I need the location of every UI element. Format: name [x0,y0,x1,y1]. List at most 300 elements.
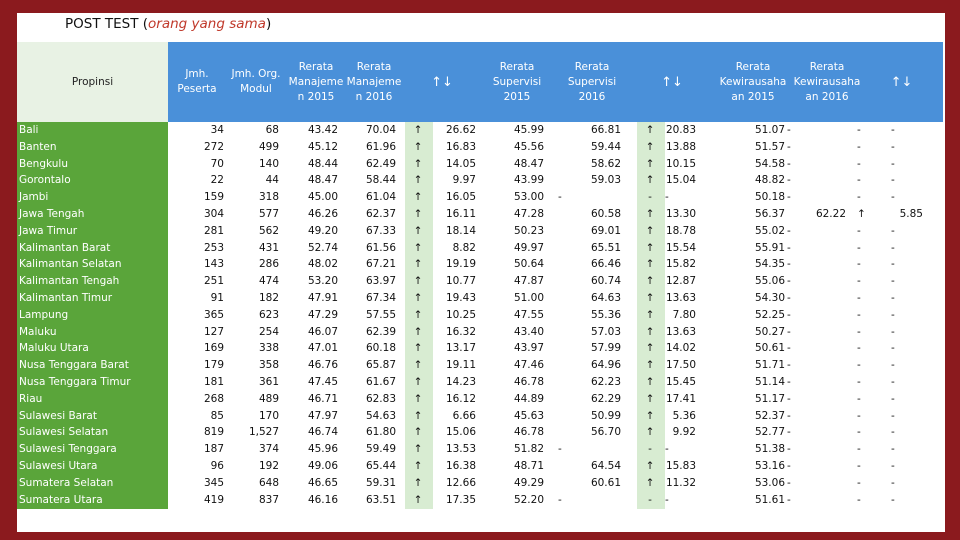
cell-arrow-3: - [857,443,861,456]
table-row [17,324,943,341]
cell-supervisi-2015: 53.00 [513,191,544,204]
cell-arrow-2: ↑ [645,308,655,321]
cell-propinsi: Banten [19,140,57,153]
cell-supervisi-2016: 64.54 [590,460,621,472]
cell-diff-2: 17.41 [665,392,696,405]
cell-manajemen-2015: 45.96 [307,443,338,456]
cell-jml-modul: 623 [258,308,279,321]
cell-jml-peserta: 159 [203,191,224,204]
cell-kewirausahaan-2015-dash: - [787,359,791,372]
cell-jml-peserta: 85 [210,409,224,422]
cell-jml-peserta: 181 [203,376,224,388]
cell-manajemen-2015: 48.02 [307,258,338,271]
cell-arrow-2: ↑ [645,124,655,136]
cell-supervisi-2016: 58.62 [590,157,621,170]
cell-diff-3-dash: - [891,359,895,372]
header-propinsi: Propinsi [17,42,168,122]
cell-supervisi-2016: 66.46 [590,258,621,271]
cell-arrow-2: ↑ [645,208,655,220]
cell-kewirausahaan-2015-dash: - [787,426,791,439]
cell-manajemen-2016: 65.44 [365,460,396,472]
cell-jml-modul: 44 [265,174,279,187]
cell-supervisi-2016: 59.44 [590,140,621,153]
cell-manajemen-2015: 45.12 [307,140,338,153]
cell-supervisi-2015: 50.23 [513,224,544,237]
cell-diff-2: 13.88 [665,140,696,153]
cell-arrow-2: ↑ [645,342,655,355]
cell-arrow-2: ↑ [645,258,655,271]
cell-kewirausahaan-2015: 50.18 [754,191,785,204]
cell-supervisi-2015: 50.64 [513,258,544,271]
cell-diff-2: 13.63 [665,325,696,338]
cell-manajemen-2016: 59.49 [365,443,396,456]
cell-diff-2: 18.78 [665,224,696,237]
cell-propinsi: Maluku Utara [19,342,89,355]
cell-kewirausahaan-2015: 51.71 [754,359,785,372]
cell-kewirausahaan-2015-dash: - [787,292,791,304]
cell-diff-3-dash: - [891,157,895,170]
cell-supervisi-2015: 49.29 [513,476,544,489]
cell-jml-modul: 286 [258,258,279,271]
table-row [17,139,943,156]
cell-arrow-3: - [857,308,861,321]
cell-supervisi-2015: 47.87 [513,275,544,288]
header-kewirausahaan-2016: Rerata Kewirausaha an 2016 [794,42,860,122]
header-supervisi-2016: Rerata Supervisi 2016 [552,42,632,122]
cell-propinsi: Sulawesi Barat [19,409,97,422]
cell-diff-3-dash: - [891,258,895,271]
table-row [17,441,943,458]
cell-manajemen-2015: 47.01 [307,342,338,355]
cell-kewirausahaan-2015: 51.61 [754,493,785,506]
cell-propinsi: Bali [19,124,39,136]
table-row [17,223,943,240]
cell-diff-3-dash: - [891,460,895,472]
cell-supervisi-2015: 51.82 [513,443,544,456]
cell-jml-modul: 489 [258,392,279,405]
cell-arrow-1: ↑ [413,325,423,338]
cell-supervisi-2016: 65.51 [590,241,621,254]
cell-arrow-3: - [857,140,861,153]
cell-jml-modul: 648 [258,476,279,489]
cell-propinsi: Bengkulu [19,157,68,170]
cell-diff-3-dash: - [891,493,895,506]
cell-arrow-3: - [857,174,861,187]
cell-kewirausahaan-2015: 54.30 [754,292,785,304]
cell-arrow-1: ↑ [413,443,423,456]
header-arrow-3: ↑↓ [860,42,943,122]
cell-diff-2-dash: - [665,443,669,456]
cell-arrow-1: ↑ [413,292,423,304]
table-row [17,492,943,509]
cell-jml-modul: 68 [265,124,279,136]
cell-diff-1: 16.05 [445,191,476,204]
cell-arrow-2: ↑ [645,241,655,254]
cell-arrow-3: - [857,392,861,405]
cell-manajemen-2015: 46.07 [307,325,338,338]
cell-manajemen-2016: 62.37 [365,208,396,220]
cell-manajemen-2015: 47.29 [307,308,338,321]
cell-manajemen-2015: 49.06 [307,460,338,472]
cell-diff-3-dash: - [891,191,895,204]
cell-manajemen-2015: 46.26 [307,208,338,220]
cell-arrow-3: ↑ [857,208,866,220]
cell-supervisi-2016: 62.29 [590,392,621,405]
cell-arrow-2: ↑ [645,359,655,372]
cell-diff-2: 5.36 [672,409,696,422]
cell-jml-peserta: 268 [203,392,224,405]
cell-diff-3-dash: - [891,426,895,439]
cell-kewirausahaan-2015-dash: - [787,392,791,405]
cell-supervisi-2015: 49.97 [513,241,544,254]
cell-diff-2: 14.02 [665,342,696,355]
table-row [17,374,943,391]
cell-manajemen-2015: 47.97 [307,409,338,422]
cell-propinsi: Kalimantan Timur [19,292,113,304]
cell-diff-1: 14.23 [445,376,476,388]
cell-propinsi: Sulawesi Utara [19,460,98,472]
header-manajemen-2015: Rerata Manajeme n 2015 [286,42,346,122]
cell-propinsi: Nusa Tenggara Barat [19,359,129,372]
cell-kewirausahaan-2015: 55.91 [754,241,785,254]
cell-arrow-3: - [857,325,861,338]
cell-arrow-1: ↑ [413,476,423,489]
cell-manajemen-2016: 58.44 [365,174,396,187]
cell-jml-modul: 182 [258,292,279,304]
cell-kewirausahaan-2015: 55.02 [754,224,785,237]
cell-jml-peserta: 251 [203,275,224,288]
cell-manajemen-2015: 48.47 [307,174,338,187]
cell-jml-modul: 577 [258,208,279,220]
cell-diff-1: 16.11 [445,208,476,220]
cell-supervisi-2015: 48.71 [513,460,544,472]
table-row [17,357,943,374]
cell-kewirausahaan-2015: 52.37 [754,409,785,422]
cell-manajemen-2016: 61.80 [365,426,396,439]
cell-arrow-2: - [648,191,652,204]
header-jml-modul: Jmh. Org. Modul [226,42,286,122]
cell-manajemen-2016: 61.96 [365,140,396,153]
cell-arrow-3: - [857,157,861,170]
cell-arrow-3: - [857,476,861,489]
cell-arrow-2: - [648,493,652,506]
cell-jml-modul: 374 [258,443,279,456]
cell-supervisi-2016: 60.58 [590,208,621,220]
cell-arrow-1: ↑ [413,493,423,506]
cell-propinsi: Sumatera Selatan [19,476,114,489]
cell-kewirausahaan-2015-dash: - [787,443,791,456]
cell-kewirausahaan-2015: 56.37 [754,208,785,220]
cell-diff-3-dash: - [891,409,895,422]
cell-kewirausahaan-2015-dash: - [787,409,791,422]
cell-jml-peserta: 419 [203,493,224,506]
cell-diff-3-dash: - [891,292,895,304]
cell-jml-peserta: 272 [203,140,224,153]
cell-manajemen-2016: 65.87 [365,359,396,372]
cell-manajemen-2016: 62.39 [365,325,396,338]
cell-arrow-1: ↑ [413,359,423,372]
cell-manajemen-2015: 47.91 [307,292,338,304]
cell-supervisi-2015: 43.40 [513,325,544,338]
cell-diff-1: 16.83 [445,140,476,153]
cell-supervisi-2016: 66.81 [590,124,621,136]
cell-arrow-3: - [857,426,861,439]
cell-arrow-2: ↑ [645,224,655,237]
cell-propinsi: Gorontalo [19,174,71,187]
cell-jml-modul: 474 [258,275,279,288]
cell-propinsi: Kalimantan Tengah [19,275,120,288]
cell-diff-3-dash: - [891,224,895,237]
cell-arrow-1: ↑ [413,460,423,472]
cell-arrow-1: ↑ [413,124,423,136]
cell-propinsi: Kalimantan Selatan [19,258,122,271]
cell-supervisi-2016: 64.63 [590,292,621,304]
cell-diff-3-dash: - [891,241,895,254]
cell-arrow-2: ↑ [645,174,655,187]
cell-supervisi-2015: 45.56 [513,140,544,153]
slide [17,13,945,532]
cell-arrow-3: - [857,376,861,388]
table-row [17,156,943,173]
table-row [17,307,943,324]
cell-diff-1: 19.11 [445,359,476,372]
cell-manajemen-2016: 63.97 [365,275,396,288]
cell-supervisi-2015: 43.97 [513,342,544,355]
cell-kewirausahaan-2015: 54.35 [754,258,785,271]
cell-manajemen-2015: 53.20 [307,275,338,288]
cell-supervisi-2016: 55.36 [590,308,621,321]
table-row [17,391,943,408]
cell-supervisi-2015: 44.89 [513,392,544,405]
cell-arrow-2: ↑ [645,426,655,439]
cell-arrow-3: - [857,359,861,372]
cell-jml-modul: 170 [258,409,279,422]
cell-jml-modul: 140 [258,157,279,170]
cell-kewirausahaan-2015-dash: - [787,275,791,288]
cell-arrow-3: - [857,460,861,472]
cell-arrow-1: ↑ [413,191,423,204]
cell-manajemen-2016: 54.63 [365,409,396,422]
cell-kewirausahaan-2015: 52.77 [754,426,785,439]
cell-supervisi-2015: 47.28 [513,208,544,220]
cell-supervisi-2016-dash: - [558,191,562,204]
cell-diff-3-dash: - [891,174,895,187]
cell-manajemen-2015: 46.76 [307,359,338,372]
cell-propinsi: Riau [19,392,43,405]
cell-diff-1: 9.97 [452,174,476,187]
cell-diff-1: 16.12 [445,392,476,405]
cell-jml-modul: 254 [258,325,279,338]
cell-arrow-3: - [857,342,861,355]
cell-kewirausahaan-2015-dash: - [787,376,791,388]
cell-kewirausahaan-2015: 51.57 [754,140,785,153]
cell-arrow-3: - [857,275,861,288]
cell-supervisi-2016: 69.01 [590,224,621,237]
cell-kewirausahaan-2015-dash: - [787,191,791,204]
header-manajemen-2016: Rerata Manajeme n 2016 [346,42,402,122]
cell-diff-1: 19.19 [445,258,476,271]
cell-kewirausahaan-2015-dash: - [787,140,791,153]
cell-manajemen-2016: 61.56 [365,241,396,254]
cell-jml-peserta: 169 [203,342,224,355]
cell-arrow-3: - [857,241,861,254]
cell-arrow-3: - [857,191,861,204]
cell-arrow-2: ↑ [645,376,655,388]
cell-kewirausahaan-2015-dash: - [787,157,791,170]
cell-jml-peserta: 819 [203,426,224,439]
cell-jml-peserta: 345 [203,476,224,489]
cell-diff-3-dash: - [891,325,895,338]
cell-propinsi: Kalimantan Barat [19,241,111,254]
cell-jml-modul: 358 [258,359,279,372]
table-row [17,458,943,475]
cell-jml-peserta: 187 [203,443,224,456]
cell-diff-2: 12.87 [665,275,696,288]
cell-arrow-3: - [857,292,861,304]
cell-kewirausahaan-2015: 51.17 [754,392,785,405]
cell-supervisi-2016: 62.23 [590,376,621,388]
cell-manajemen-2015: 52.74 [307,241,338,254]
cell-diff-1: 12.66 [445,476,476,489]
cell-diff-1: 18.14 [445,224,476,237]
cell-kewirausahaan-2015-dash: - [787,325,791,338]
cell-manajemen-2015: 45.00 [307,191,338,204]
table-row [17,172,943,189]
table-row [17,206,943,223]
cell-jml-peserta: 91 [210,292,224,304]
header-jml-peserta: Jmh. Peserta [168,42,226,122]
cell-jml-peserta: 96 [210,460,224,472]
cell-kewirausahaan-2015-dash: - [787,241,791,254]
cell-diff-3-dash: - [891,376,895,388]
cell-manajemen-2015: 48.44 [307,157,338,170]
header-arrow-1: ↑↓ [402,42,482,122]
cell-diff-3-dash: - [891,443,895,456]
cell-supervisi-2016: 64.96 [590,359,621,372]
cell-manajemen-2016: 57.55 [365,308,396,321]
cell-propinsi: Jawa Tengah [19,208,85,220]
cell-supervisi-2016-dash: - [558,443,562,456]
cell-arrow-2: ↑ [645,140,655,153]
cell-manajemen-2016: 62.83 [365,392,396,405]
table-row [17,475,943,492]
cell-diff-1: 6.66 [452,409,476,422]
cell-supervisi-2016: 60.74 [590,275,621,288]
cell-diff-3: 5.85 [899,208,923,220]
cell-kewirausahaan-2015: 53.16 [754,460,785,472]
cell-diff-1: 15.06 [445,426,476,439]
cell-kewirausahaan-2015: 51.38 [754,443,785,456]
cell-arrow-3: - [857,409,861,422]
cell-arrow-2: ↑ [645,460,655,472]
cell-kewirausahaan-2015: 48.82 [754,174,785,187]
cell-propinsi: Jambi [19,191,49,204]
cell-supervisi-2015: 46.78 [513,426,544,439]
cell-jml-modul: 1,527 [248,426,279,439]
cell-jml-peserta: 253 [203,241,224,254]
cell-propinsi: Nusa Tenggara Timur [19,376,131,388]
cell-manajemen-2016: 62.49 [365,157,396,170]
cell-diff-1: 8.82 [452,241,476,254]
cell-kewirausahaan-2015-dash: - [787,476,791,489]
cell-arrow-2: ↑ [645,292,655,304]
cell-propinsi: Sumatera Utara [19,493,103,506]
cell-arrow-1: ↑ [413,426,423,439]
cell-jml-modul: 837 [258,493,279,506]
cell-jml-modul: 361 [258,376,279,388]
cell-diff-1: 17.35 [445,493,476,506]
cell-diff-3-dash: - [891,308,895,321]
cell-supervisi-2016: 50.99 [590,409,621,422]
cell-manajemen-2015: 46.16 [307,493,338,506]
cell-diff-3-dash: - [891,140,895,153]
cell-kewirausahaan-2015-dash: - [787,124,791,136]
cell-diff-1: 13.53 [445,443,476,456]
cell-arrow-1: ↑ [413,208,423,220]
cell-jml-modul: 562 [258,224,279,237]
cell-arrow-2: ↑ [645,325,655,338]
cell-arrow-2: ↑ [645,409,655,422]
cell-arrow-1: ↑ [413,376,423,388]
cell-manajemen-2016: 61.04 [365,191,396,204]
cell-supervisi-2015: 52.20 [513,493,544,506]
cell-arrow-2: ↑ [645,275,655,288]
cell-manajemen-2016: 67.21 [365,258,396,271]
cell-diff-2: 15.54 [665,241,696,254]
cell-arrow-1: ↑ [413,342,423,355]
cell-manajemen-2016: 61.67 [365,376,396,388]
cell-supervisi-2015: 43.99 [513,174,544,187]
cell-arrow-3: - [857,124,861,136]
cell-diff-2-dash: - [665,191,669,204]
cell-kewirausahaan-2015: 51.14 [754,376,785,388]
cell-arrow-1: ↑ [413,409,423,422]
cell-jml-modul: 192 [258,460,279,472]
cell-manajemen-2016: 70.04 [365,124,396,136]
header-supervisi-2015: Rerata Supervisi 2015 [482,42,552,122]
cell-diff-1: 16.32 [445,325,476,338]
table-row [17,240,943,257]
cell-kewirausahaan-2015-dash: - [787,174,791,187]
cell-supervisi-2015: 45.63 [513,409,544,422]
cell-supervisi-2016: 57.99 [590,342,621,355]
cell-diff-2: 13.30 [665,208,696,220]
cell-diff-2: 10.15 [665,157,696,170]
cell-manajemen-2016: 60.18 [365,342,396,355]
cell-kewirausahaan-2015: 50.27 [754,325,785,338]
cell-jml-modul: 499 [258,140,279,153]
cell-manajemen-2015: 43.42 [307,124,338,136]
cell-supervisi-2016-dash: - [558,493,562,506]
cell-jml-peserta: 70 [210,157,224,170]
cell-kewirausahaan-2015-dash: - [787,224,791,237]
cell-arrow-2: ↑ [645,476,655,489]
cell-diff-2-dash: - [665,493,669,506]
table-row [17,290,943,307]
cell-arrow-1: ↑ [413,224,423,237]
cell-jml-peserta: 281 [203,224,224,237]
cell-arrow-2: - [648,443,652,456]
cell-diff-2: 7.80 [672,308,696,321]
cell-kewirausahaan-2015-dash: - [787,460,791,472]
cell-diff-1: 13.17 [445,342,476,355]
table-row [17,273,943,290]
cell-arrow-1: ↑ [413,157,423,170]
cell-diff-2: 9.92 [672,426,696,439]
cell-manajemen-2016: 67.34 [365,292,396,304]
header-kewirausahaan-2015: Rerata Kewirausaha an 2015 [712,42,794,122]
cell-supervisi-2015: 47.55 [513,308,544,321]
